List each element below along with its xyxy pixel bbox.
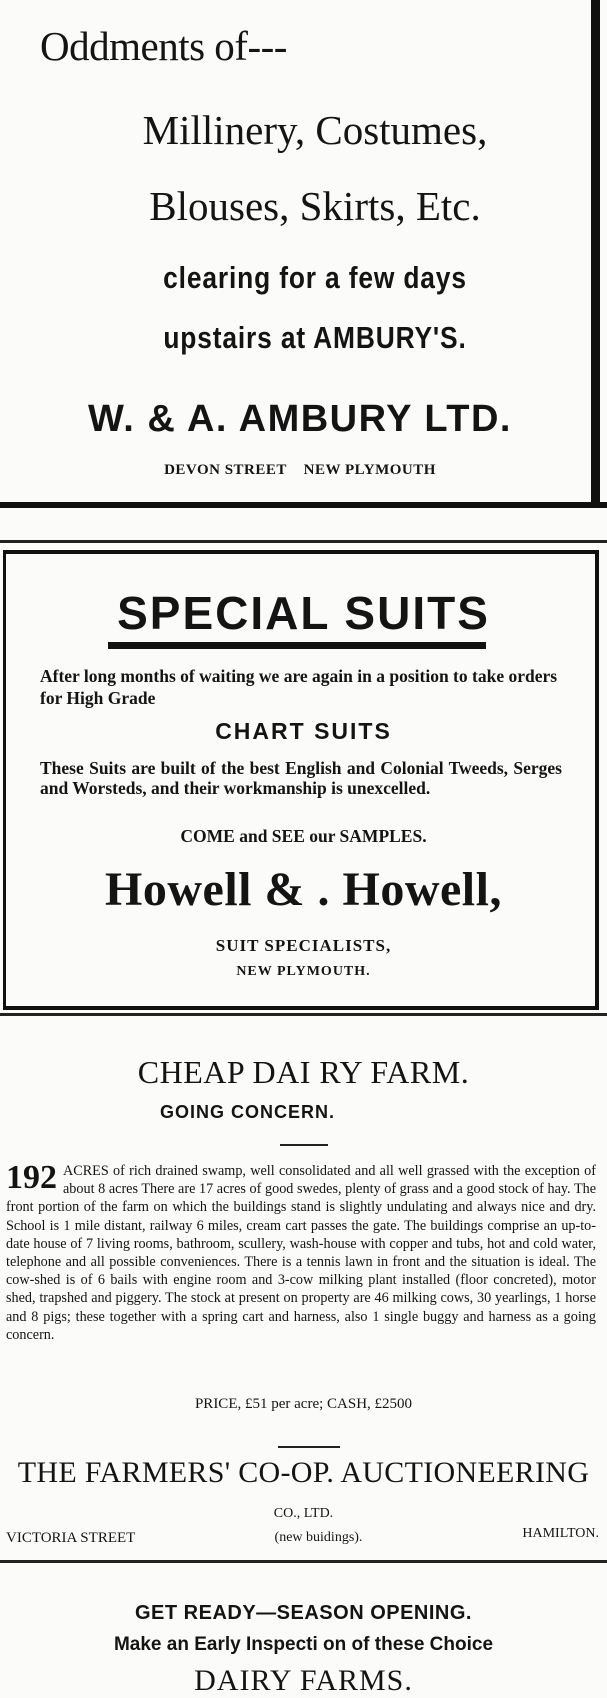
special-suits-title-text: SPECIAL SUITS	[117, 587, 490, 639]
season-opening-headline: GET READY—SEASON OPENING.	[135, 1602, 472, 1624]
suit-specialists-line: SUIT SPECIALISTS,	[215, 936, 392, 955]
special-suits-title	[0, 586, 607, 640]
dairy-farms-title: DAIRY FARMS.	[194, 1664, 413, 1697]
ambury-clearing-line: clearing for a few days	[163, 260, 467, 295]
dairy-farm-body-text: ACRES of rich drained swamp, well consolidated and all well grassed with the exception of about 8 acres There are 17 acres of good swedes, plenty of grass and a good stock of hay. The front portion of the farm on which the buildings stand is slightly undulating and always nice and dry. School is 1 mile distant, railway 6 miles, cream cart passes the gate. The buildings comprise an up-to-date house of 7 living rooms, bathroom, scullery, wash-house with copper and tubs, hot and cold water, telephone and all possible conveniences. There is a tennis lawn in front and the situation is ideal. The cow-shed is of 6 bails with engine room and 3-cow milking plant installed (floor concreted), motor shed, trapshed and piggery. The stock at present on property are 46 milking cows, 30 yearlings, 1 horse and 8 pigs; these together with a spring cart and harness, also 1 single buggy and harness as a going concern.	[6, 1163, 596, 1343]
howell-intro-text: After long months of waiting we are again in a position to take orders for High Grade	[40, 666, 558, 708]
farmers-coop-new-buildings: (new buidings).	[274, 1530, 363, 1545]
howell-town: NEW PLYMOUTH.	[236, 964, 371, 979]
section-divider	[278, 1446, 340, 1448]
chart-suits-heading: CHART SUITS	[215, 718, 392, 744]
ambury-advertisement	[0, 0, 600, 508]
ad-bottom-rule	[0, 1013, 607, 1016]
ambury-firm-name: W. & A. AMBURY LTD.	[88, 398, 512, 440]
title-underline	[108, 642, 486, 649]
farmers-coop-advertisement	[0, 1438, 607, 1558]
dairy-farm-price: PRICE, £51 per acre; CASH, £2500	[194, 1396, 413, 1412]
going-concern-subtitle: GOING CONCERN.	[160, 1102, 336, 1122]
dairy-farms-advertisement	[0, 1560, 607, 1697]
dairy-farm-advertisement	[0, 1040, 607, 1430]
ambury-upstairs-line: upstairs at AMBURY'S.	[163, 320, 467, 355]
dairy-farm-title: CHEAP DAI RY FARM.	[137, 1054, 470, 1090]
ad-top-rule	[0, 540, 607, 543]
come-and-see-line: COME and SEE our SAMPLES.	[180, 826, 427, 846]
farmers-coop-name: THE FARMERS' CO-OP. AUCTIONEERING	[17, 1456, 590, 1489]
farmers-coop-street: VICTORIA STREET	[6, 1530, 136, 1546]
dairy-farm-description	[6, 1159, 596, 1344]
farmers-coop-co-ltd: CO., LTD.	[273, 1506, 334, 1521]
howell-body-text: These Suits are built of the best English and Colonial Tweeds, Serges and Worsteds, and their workmanship is unexcelled.	[40, 758, 562, 798]
farmers-coop-city: HAMILTON.	[522, 1526, 599, 1541]
ambury-address: DEVON STREET NEW PLYMOUTH	[164, 462, 436, 478]
ambury-millinery-line: Millinery, Costumes,	[142, 107, 488, 153]
early-inspection-line: Make an Early Inspecti on of these Choice	[113, 1634, 494, 1655]
acreage-number: 192	[6, 1159, 57, 1196]
howell-firm-name: Howell & . Howell,	[105, 863, 502, 916]
howell-advertisement	[0, 540, 607, 1016]
ad-border-bottom	[0, 502, 607, 508]
ambury-blouses-line: Blouses, Skirts, Etc.	[149, 183, 481, 229]
ambury-oddments-heading: Oddments of---	[40, 23, 287, 69]
section-divider	[280, 1144, 328, 1146]
